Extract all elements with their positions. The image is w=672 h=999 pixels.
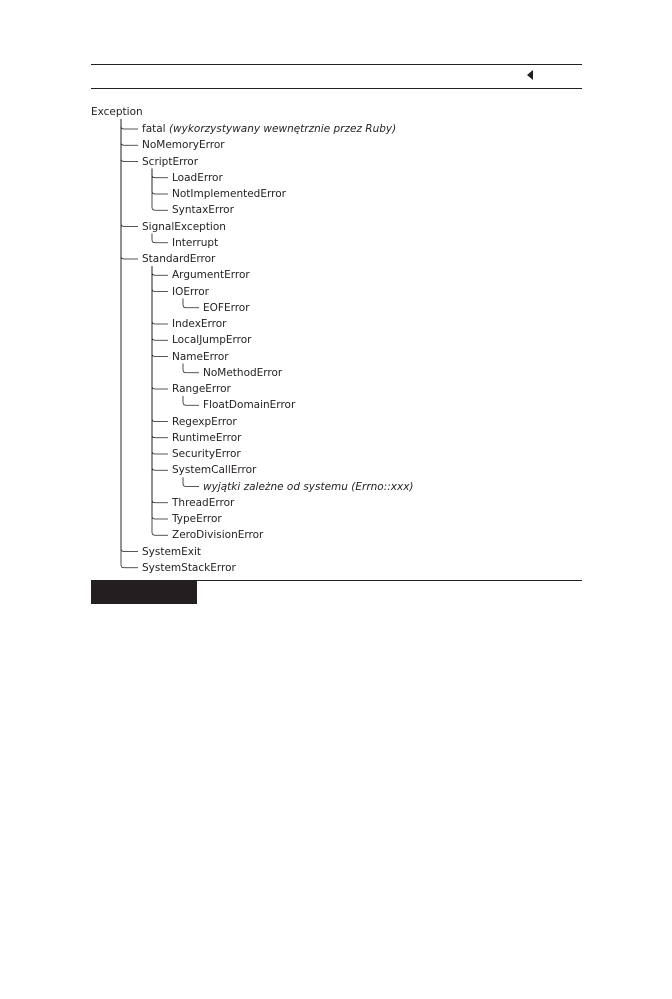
node-label: NoMethodError (203, 366, 283, 379)
node-label: RegexpError (172, 415, 237, 428)
node-label: RuntimeError (172, 431, 242, 444)
node-note: wyjątki zależne od systemu (Errno::xxx) (203, 480, 414, 493)
node-label: TypeError (172, 513, 222, 525)
tree-node (142, 545, 201, 559)
node-label: IOError (172, 285, 209, 298)
node-label: LocalJumpError (172, 334, 252, 347)
node-label: Interrupt (172, 236, 219, 249)
tree-node (142, 220, 226, 234)
tree-node (172, 187, 286, 201)
tree-node (172, 463, 256, 477)
tree-connector (121, 119, 138, 259)
tree-connector (152, 266, 168, 275)
tree-connector (121, 119, 138, 568)
tree-connector (121, 119, 138, 129)
tree-connector (183, 364, 199, 373)
node-label: RangeError (172, 383, 231, 395)
node-label: NoMemoryError (142, 139, 225, 152)
tree-node (142, 252, 215, 266)
tree-node (172, 512, 222, 526)
tree-connector (152, 266, 168, 503)
tree-connector (121, 119, 138, 227)
tree-connector (152, 266, 168, 324)
tree-connector (152, 266, 168, 389)
tree-node (172, 203, 234, 217)
tree-connector (152, 266, 168, 470)
tree-node (142, 122, 396, 136)
tree-node (172, 528, 263, 542)
tree-connector (152, 234, 168, 243)
node-label: ScriptError (142, 155, 199, 168)
node-label: NotImplementedError (172, 188, 286, 200)
tree-node (172, 350, 229, 364)
tree-connector (152, 266, 168, 454)
tree-connector (152, 169, 168, 195)
node-label: SignalException (142, 220, 226, 233)
tree-node (172, 382, 231, 396)
tree-node (172, 431, 241, 445)
tree-node (172, 447, 241, 461)
tree-connector (152, 266, 168, 357)
tree-connector (183, 299, 199, 308)
tree-connector (152, 169, 168, 211)
tree-node (172, 415, 237, 429)
tree-connector (183, 477, 199, 486)
tree-node (142, 138, 225, 152)
node-label: NameError (172, 350, 229, 363)
tree-node (203, 480, 414, 494)
node-label: SecurityError (172, 448, 241, 460)
tree-root-label: Exception (91, 106, 143, 118)
node-label: ZeroDivisionError (172, 529, 264, 542)
tree-node (203, 398, 295, 412)
tree-node (142, 155, 198, 169)
tree-node (172, 236, 218, 250)
node-label: SyntaxError (172, 204, 234, 217)
node-label: SystemStackError (142, 561, 236, 574)
tree-connector (152, 266, 168, 422)
node-label: SystemExit (142, 545, 202, 558)
tree-connector (121, 119, 138, 162)
tree-node (172, 496, 234, 510)
node-label: StandardError (142, 253, 216, 265)
node-label: ArgumentError (172, 269, 250, 282)
tree-node (172, 317, 227, 331)
tree-node (172, 268, 250, 282)
tree-connector (183, 396, 199, 405)
tree-node (172, 285, 209, 299)
node-note: (wykorzystywany wewnętrznie przez Ruby) (168, 123, 397, 135)
tree-connector (152, 266, 168, 340)
tree-connector (152, 266, 168, 292)
node-label: ThreadError (172, 496, 235, 509)
tree-node (203, 366, 282, 380)
node-label: EOFError (203, 301, 250, 314)
black-tab-block (91, 581, 197, 604)
node-label: SystemCallError (172, 464, 257, 477)
node-label: IndexError (172, 318, 227, 330)
tree-node (142, 561, 236, 575)
tree-connector (152, 169, 168, 178)
tree-node (172, 171, 223, 185)
tree-connector (152, 266, 168, 519)
tree-connector (121, 119, 138, 145)
tree-node (172, 333, 251, 347)
node-label: fatal (142, 123, 166, 135)
tree-node (203, 301, 250, 315)
node-label: FloatDomainError (203, 399, 296, 412)
node-label: LoadError (172, 171, 223, 184)
tree-connector (121, 119, 138, 552)
tree-connector (152, 266, 168, 535)
